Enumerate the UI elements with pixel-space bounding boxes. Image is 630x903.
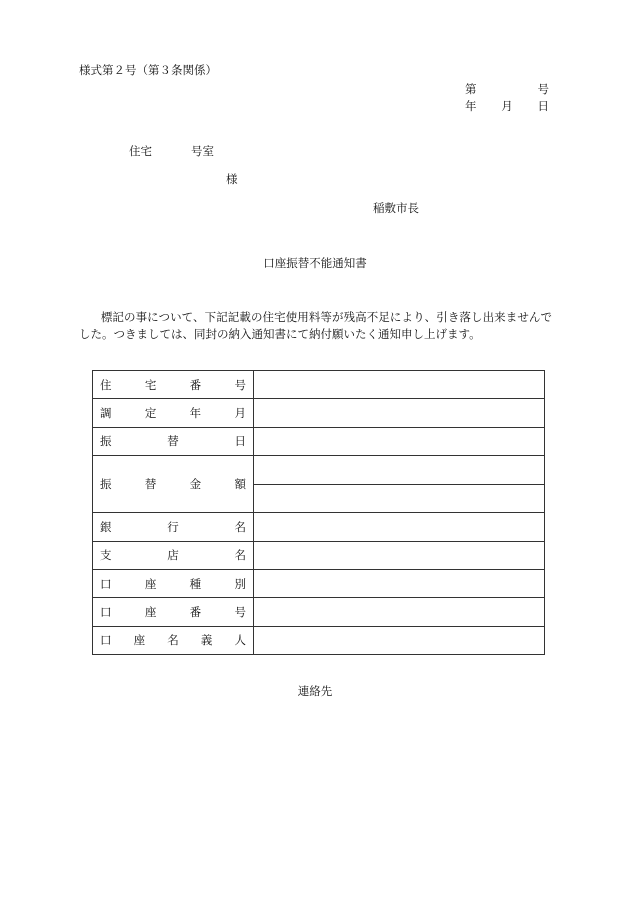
account-number-label: 口 座 番 号 (93, 598, 254, 626)
number-prefix: 第 (465, 82, 477, 96)
transfer-date-value[interactable] (254, 427, 545, 455)
date-line (465, 101, 549, 113)
account-holder-value[interactable] (254, 626, 545, 654)
account-info-table (92, 370, 545, 655)
body-paragraph: 標記の事について、下記記載の住宅使用料等が残高不足により、引き落し出来ませんでした。つきましては、同封の納入通知書にて納付願いたく通知申し上げます。 (79, 310, 552, 341)
table-row (93, 427, 545, 455)
table-row (93, 455, 545, 484)
number-suffix: 号 (537, 82, 549, 96)
transfer-amount-value[interactable] (254, 455, 545, 484)
document-title: 口座振替不能通知書 (263, 256, 367, 270)
bank-name-label: 銀 行 名 (93, 513, 254, 541)
table-row (93, 626, 545, 654)
housing-number-value[interactable] (254, 371, 545, 399)
branch-name-value[interactable] (254, 541, 545, 569)
assessment-year-month-value[interactable] (254, 399, 545, 427)
date-month: 月 (501, 99, 513, 113)
table-row (93, 598, 545, 626)
account-holder-label: 口 座 名 義 人 (93, 626, 254, 654)
transfer-date-label: 振 替 日 (93, 427, 254, 455)
table-row (93, 541, 545, 569)
sender-name: 稲敷市長 (373, 201, 419, 215)
table-row (93, 570, 545, 598)
table-row (93, 513, 545, 541)
table-row (93, 399, 545, 427)
branch-name-label: 支 店 名 (93, 541, 254, 569)
document-number-line (465, 84, 549, 96)
table-row (93, 371, 545, 399)
address-room: 号室 (191, 144, 214, 158)
form-number-label: 様式第２号（第３条関係） (79, 63, 217, 77)
assessment-year-month-label: 調 定 年 月 (93, 399, 254, 427)
date-day: 日 (537, 99, 549, 113)
address-housing: 住宅 (129, 144, 152, 158)
account-type-value[interactable] (254, 570, 545, 598)
date-year: 年 (465, 99, 477, 113)
transfer-amount-value-2[interactable] (254, 485, 545, 513)
transfer-amount-label: 振 替 金 額 (93, 455, 254, 513)
recipient-honorific: 様 (226, 172, 238, 186)
bank-name-value[interactable] (254, 513, 545, 541)
contact-label: 連絡先 (297, 684, 333, 698)
account-number-value[interactable] (254, 598, 545, 626)
housing-number-label: 住 宅 番 号 (93, 371, 254, 399)
account-type-label: 口 座 種 別 (93, 570, 254, 598)
